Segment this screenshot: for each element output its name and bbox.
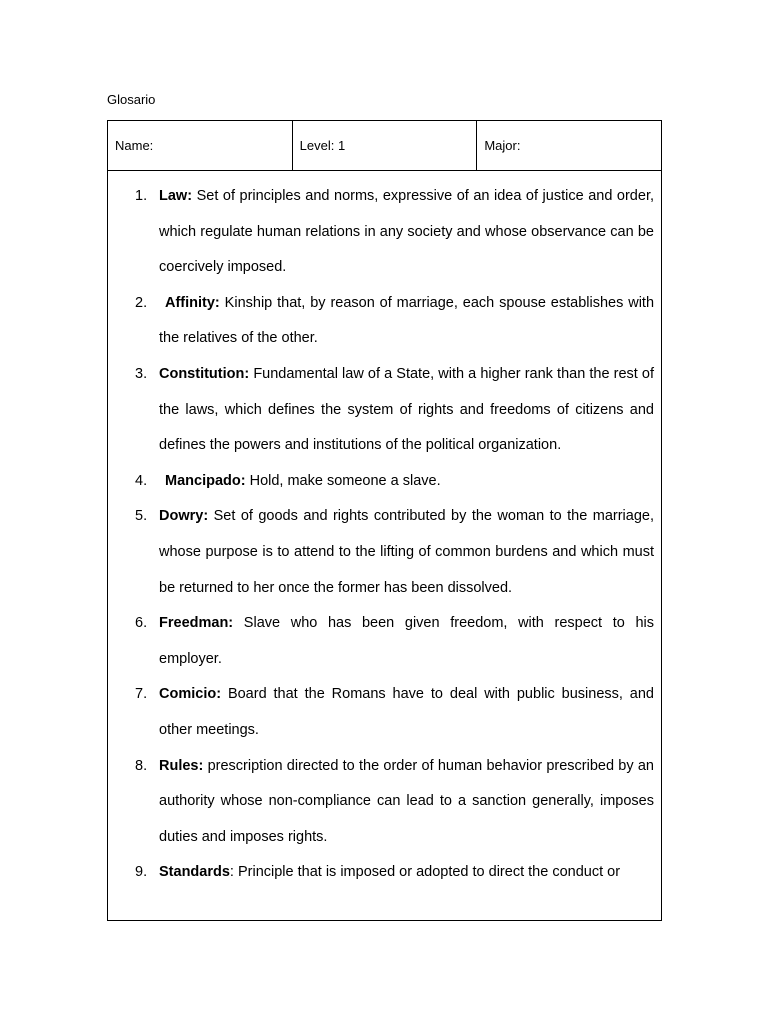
item-number: 7. — [135, 686, 148, 703]
item-number: 2. — [135, 294, 148, 311]
student-info-table — [107, 120, 662, 171]
glossary-item-rules — [135, 749, 654, 856]
item-number: 3. — [135, 365, 148, 382]
glossary-definition: Kinship that, by reason of marriage, each spouse establishes with the relatives of the other. — [159, 294, 655, 347]
glossary-definition: Board that the Romans have to deal with public business, and other meetings. — [159, 686, 655, 738]
item-number: 4. — [135, 472, 148, 489]
glossary-item-standards — [135, 855, 654, 891]
glossary-item-freedman — [135, 606, 654, 677]
glossary-item-comicio — [135, 677, 655, 748]
name-cell: Name: — [108, 121, 293, 170]
item-number: 8. — [135, 757, 148, 774]
document-title: Glosario — [107, 92, 156, 107]
glossary-definition: prescription directed to the order of human behavior prescribed by an authority whose non-compliance can lead to a sanction generally, imposes duties and imposes rights. — [159, 757, 654, 845]
glossary-item-dowry — [135, 499, 654, 606]
major-cell: Major: — [484, 138, 521, 153]
glossary-term: Dowry: — [159, 508, 209, 525]
glossary-definition: Set of goods and rights contributed by the woman to the marriage, whose purpose is to attend to the lifting of common burdens and which must be returned to her once the former has been dissolved. — [159, 508, 654, 596]
glossary-term: Standards — [159, 864, 230, 881]
glossary-item-constitution — [135, 357, 654, 464]
item-number: 6. — [135, 615, 148, 632]
glossary-term: Constitution: — [159, 365, 250, 382]
glossary-term: Mancipado: — [165, 472, 246, 489]
glossary-list — [108, 170, 661, 891]
glossary-definition: : Principle that is imposed or adopted to direct the conduct or — [229, 864, 621, 881]
glossary-definition: Set of principles and norms, expressive of an idea of justice and order, which regulate human relations in any society and whose observance can be coercively imposed. — [159, 188, 654, 276]
item-number: 1. — [135, 188, 148, 204]
glossary-term: Rules: — [159, 757, 204, 774]
glossary-item-affinity — [135, 286, 655, 357]
item-number: 5. — [135, 508, 148, 525]
glossary-term: Law: — [159, 188, 193, 204]
glossary-term: Comicio: — [159, 686, 222, 703]
glossary-definition: Fundamental law of a State, with a higher rank than the rest of the laws, which defines the system of rights and freedoms of citizens and defines the powers and institutions of the political organization. — [159, 365, 654, 454]
glossary-definition: Hold, make someone a slave. — [249, 472, 441, 489]
item-number: 9. — [135, 864, 148, 881]
glossary-term: Freedman: — [159, 615, 234, 632]
glossary-item-law — [135, 179, 654, 286]
level-cell: Level: 1 — [293, 121, 478, 170]
glossary-item-mancipado — [135, 464, 654, 500]
glossary-box — [107, 170, 662, 921]
glossary-term: Affinity: — [165, 294, 220, 311]
glossary-definition: Slave who has been given freedom, with respect to his employer. — [159, 615, 654, 667]
